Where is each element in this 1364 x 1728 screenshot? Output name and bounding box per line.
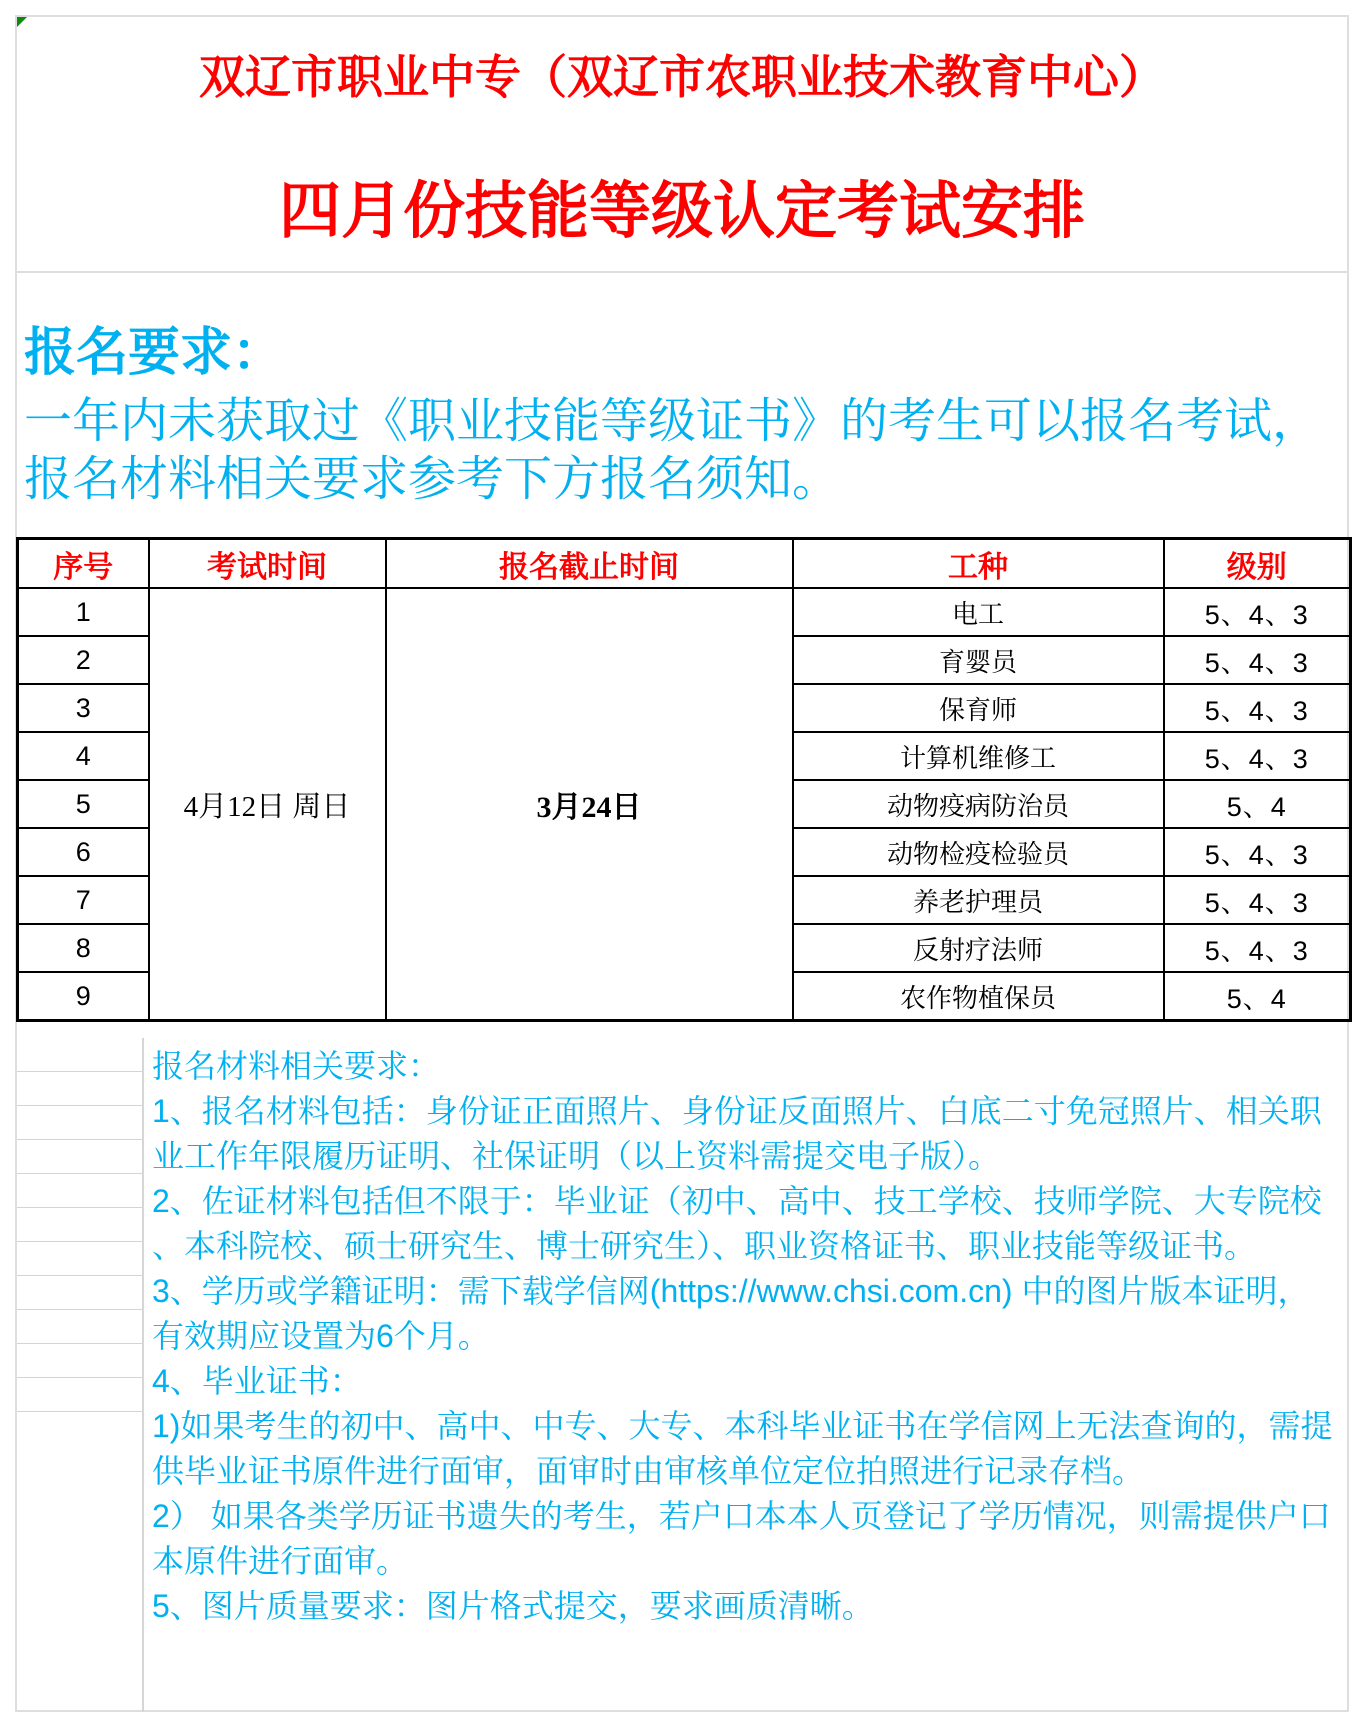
trade-cell: 电工: [793, 588, 1164, 636]
note-line: 3、学历或学籍证明：需下载学信网(https://www.chsi.com.cn) 中的图片版本证明，: [152, 1273, 1310, 1309]
trade-cell: 育婴员: [793, 636, 1164, 684]
trade-cell: 养老护理员: [793, 876, 1164, 924]
note-line: 2） 如果各类学历证书遗失的考生，若户口本本人页登记了学历情况，则需提供户口: [152, 1498, 1331, 1534]
note-line: 4、毕业证书：: [152, 1363, 362, 1399]
row-no: 8: [18, 924, 149, 972]
header-deadline: 报名截止时间: [386, 539, 793, 589]
note-line: 业工作年限履历证明、社保证明（以上资料需提交电子版）。: [152, 1138, 1001, 1174]
row-no: 9: [18, 972, 149, 1021]
trade-cell: 计算机维修工: [793, 732, 1164, 780]
exam-schedule-table: [16, 537, 1352, 1022]
deadline-cell: 3月24日: [386, 588, 793, 1021]
row-no: 6: [18, 828, 149, 876]
trade-cell: 保育师: [793, 684, 1164, 732]
levels-cell: 5、4、3: [1164, 684, 1351, 732]
trade-cell: 反射疗法师: [793, 924, 1164, 972]
table-row: [18, 588, 1351, 636]
gridline-notes-left: [142, 1038, 144, 1712]
school-title: 双辽市职业中专（双辽市农职业技术教育中心）: [199, 52, 1165, 103]
trade-cell: 农作物植保员: [793, 972, 1164, 1021]
levels-cell: 5、4、3: [1164, 876, 1351, 924]
note-line: 2、佐证材料包括但不限于：毕业证（初中、高中、技工学校、技师学院、大专院校: [152, 1183, 1322, 1219]
empty-row-cells: [17, 1038, 142, 1413]
requirements-line-2: 报名材料相关要求参考下方报名须知。: [24, 453, 841, 506]
levels-cell: 5、4、3: [1164, 732, 1351, 780]
note-line: 有效期应设置为6个月。: [152, 1318, 490, 1354]
levels-cell: 5、4: [1164, 972, 1351, 1021]
note-line: 供毕业证书原件进行面审，面审时由审核单位定位拍照进行记录存档。: [152, 1453, 1145, 1489]
header-exam-time: 考试时间: [149, 539, 386, 589]
requirements-line-1: 一年内未获取过《职业技能等级证书》的考生可以报名考试，: [24, 395, 1321, 448]
note-line: 1)如果考生的初中、高中、中专、大专、本科毕业证书在学信网上无法查询的，需提: [152, 1408, 1333, 1444]
levels-cell: 5、4、3: [1164, 636, 1351, 684]
row-no: 2: [18, 636, 149, 684]
note-line: 本原件进行面审。: [152, 1543, 409, 1579]
note-line: 1、报名材料包括：身份证正面照片、身份证反面照片、白底二寸免冠照片、相关职: [152, 1093, 1322, 1129]
registration-notes: [152, 1044, 1347, 1629]
row-no: 5: [18, 780, 149, 828]
trade-cell: 动物检疫检验员: [793, 828, 1164, 876]
table-header-row: [18, 539, 1351, 589]
note-line: 5、图片质量要求：图片格式提交，要求画质清晰。: [152, 1588, 874, 1624]
header-no: 序号: [18, 539, 149, 589]
levels-cell: 5、4、3: [1164, 828, 1351, 876]
exam-date-cell: 4月12日 周日: [149, 588, 386, 1021]
row-no: 7: [18, 876, 149, 924]
levels-cell: 5、4: [1164, 780, 1351, 828]
exam-arrangement-title: 四月份技能等级认定考试安排: [278, 178, 1085, 246]
row-no: 1: [18, 588, 149, 636]
note-line: 报名材料相关要求：: [152, 1048, 441, 1084]
requirements-heading: 报名要求：: [24, 325, 285, 382]
header-trade: 工种: [793, 539, 1164, 589]
levels-cell: 5、4、3: [1164, 924, 1351, 972]
gridline-top: [16, 15, 1349, 17]
note-line: 、本科院校、硕士研究生、博士研究生）、职业资格证书、职业技能等级证书。: [152, 1228, 1257, 1264]
header-level: 级别: [1164, 539, 1351, 589]
levels-cell: 5、4、3: [1164, 588, 1351, 636]
gridline-below-title: [16, 271, 1349, 273]
row-no: 4: [18, 732, 149, 780]
gridline-bottom: [16, 1710, 1349, 1712]
trade-cell: 动物疫病防治员: [793, 780, 1164, 828]
row-no: 3: [18, 684, 149, 732]
